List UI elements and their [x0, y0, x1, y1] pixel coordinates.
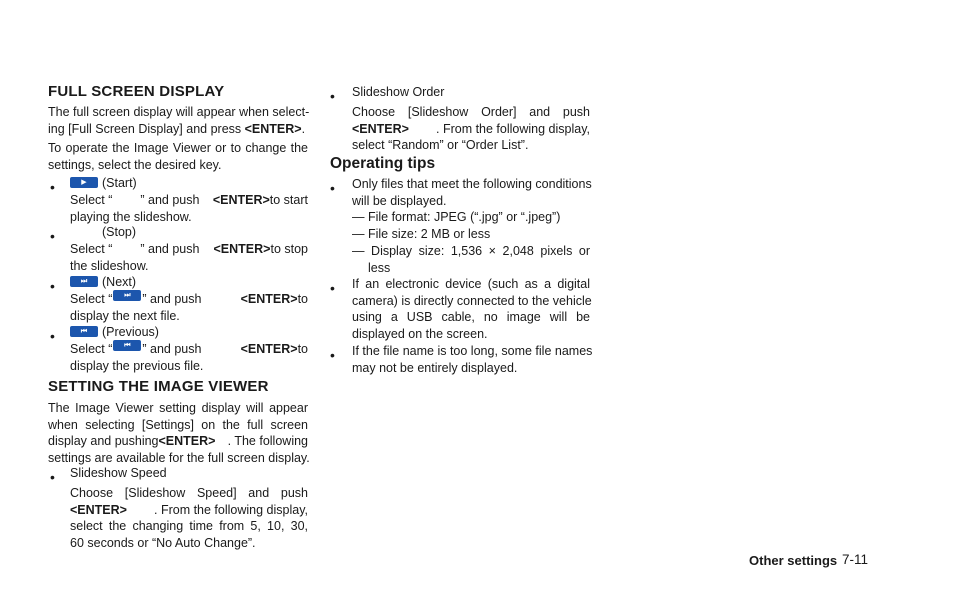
bullet: •	[330, 280, 335, 296]
tip-usb-device: If an electronic device (such as a digital camera) is directly connected to the vehicle using a USB cable, no image will be displayed on the screen.	[352, 277, 592, 341]
slideshow-order-title: Slideshow Order	[352, 85, 445, 99]
slideshow-speed-title: Slideshow Speed	[70, 466, 167, 480]
tip-file-format: — File format: JPEG (“.jpg” or “.jpeg”)	[352, 210, 561, 224]
slideshow-order-desc: Choose [Slideshow Order] and push <ENTER> . From the following display, select “Random” or “Order List”.	[352, 105, 590, 152]
previous-icon: ⏮	[70, 326, 98, 337]
previous-icon: ⏮	[113, 340, 141, 351]
key-item-start: ▶ (Start)	[70, 175, 137, 192]
heading-full-screen-display: FULL SCREEN DISPLAY	[48, 83, 225, 100]
bullet: •	[330, 88, 335, 104]
bullet: •	[50, 328, 55, 344]
play-icon: ▶	[70, 177, 98, 188]
bullet: •	[50, 278, 55, 294]
heading-operating-tips: Operating tips	[330, 155, 436, 172]
bullet: •	[50, 228, 55, 244]
tip-file-conditions: Only files that meet the following conditions will be displayed.	[352, 177, 592, 208]
paragraph-operate-intro: To operate the Image Viewer or to change the settings, select the desired key.	[48, 141, 308, 172]
next-icon: ⏭	[113, 290, 141, 301]
tip-long-file-name: If the file name is too long, some file names may not be entirely displayed.	[352, 344, 593, 375]
bullet: •	[50, 179, 55, 195]
slideshow-speed-desc: Choose [Slideshow Speed] and push <ENTER> . From the following display, select the changing time from 5, 10, 30, 60 seconds or “No Auto Change”.	[70, 486, 308, 550]
bullet: •	[330, 347, 335, 363]
key-desc-stop: Select “ ” and push <ENTER> to stop the slideshow.	[70, 242, 308, 273]
key-item-previous: ⏮ (Previous)	[70, 324, 159, 341]
key-item-stop: (Stop)	[102, 225, 137, 239]
bullet: •	[50, 469, 55, 485]
bullet: •	[330, 180, 335, 196]
key-item-next: ⏭ (Next)	[70, 274, 136, 291]
page-number: 7-11	[842, 552, 869, 567]
paragraph-full-screen-intro: The full screen display will appear when select- ing [Full Screen Display] and press <ENTER>.	[48, 105, 310, 136]
key-desc-previous: Select “ ⏮ ” and push <ENTER> to display the previous file.	[70, 342, 308, 373]
tip-display-size: — Display size: 1,536 × 2,048 pixels or less	[352, 244, 590, 275]
tip-file-size: — File size: 2 MB or less	[352, 227, 491, 241]
footer-section-label: Other settings	[749, 553, 838, 568]
paragraph-setting-intro: The Image Viewer setting display will appear when selecting [Settings] on the full screen display and pushing <ENTER> . The following settings are available for the full screen display.	[48, 401, 310, 465]
next-icon: ⏭	[70, 276, 98, 287]
key-desc-start: Select “ ” and push <ENTER> to start playing the slideshow.	[70, 193, 308, 224]
heading-setting-image-viewer: SETTING THE IMAGE VIEWER	[48, 378, 269, 395]
key-desc-next: Select “ ⏭ ” and push <ENTER> to display the next file.	[70, 292, 308, 323]
